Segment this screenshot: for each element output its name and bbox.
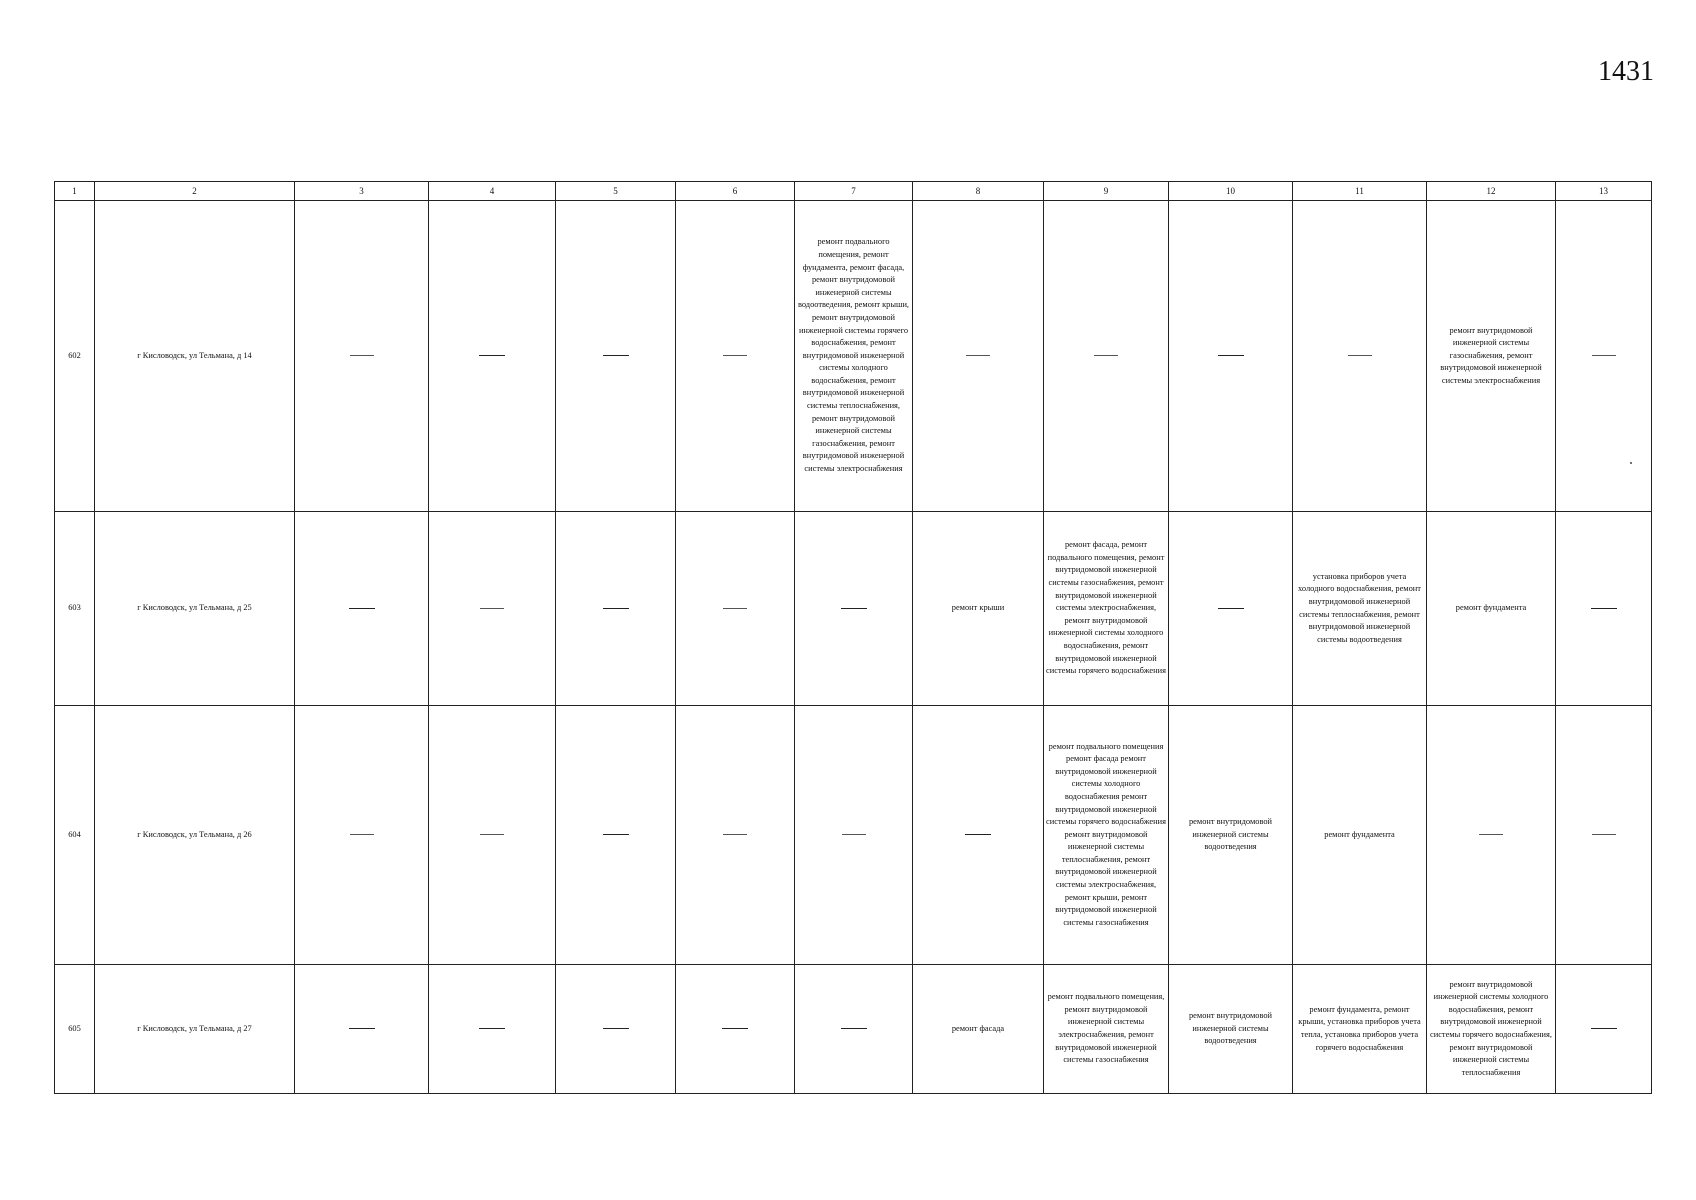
works-cell: ремонт фасада, ремонт подвального помещения, ремонт внутридомовой инженерной системы газоснабжения, ремонт внутридомовой инженерной системы электроснабжения, ремонт внутридомовой инженерной системы холодного водоснабжения, ремонт внутридомовой инженерной системы горячего водоснабжения <box>1044 512 1169 706</box>
page-number: 1431 <box>1598 56 1654 87</box>
dash-mark <box>723 608 747 609</box>
works-cell: ремонт внутридомовой инженерной системы водоотведения <box>1169 965 1293 1094</box>
dash-mark <box>966 355 990 356</box>
column-number: 11 <box>1293 182 1427 201</box>
column-number: 3 <box>295 182 429 201</box>
dash-mark <box>480 834 504 835</box>
dash-mark <box>1094 355 1118 356</box>
row-number: 602 <box>55 201 95 512</box>
works-cell: ремонт фасада <box>913 965 1044 1094</box>
works-cell: ремонт фундамента <box>1427 512 1556 706</box>
works-cell: ремонт подвального помещения, ремонт фундамента, ремонт фасада, ремонт внутридомовой инженерной системы водоотведения, ремонт крыши, ремонт внутридомовой инженерной системы горячего водоснабжения, ремонт внутридомовой инженерной системы холодного водоснабжения, ремонт внутридомовой инженерной системы теплоснабжения, ремонт внутридомовой инженерной системы газоснабжения, ремонт внутридомовой инженерной системы электроснабжения <box>795 201 913 512</box>
dash-mark <box>1218 608 1244 609</box>
dash-mark <box>722 1028 748 1029</box>
empty-cell <box>429 965 556 1094</box>
dash-mark <box>1592 834 1616 835</box>
table-row <box>55 201 1652 512</box>
dash-mark <box>842 834 866 835</box>
column-number: 2 <box>95 182 295 201</box>
empty-cell <box>556 965 676 1094</box>
works-cell: ремонт фундамента, ремонт крыши, установка приборов учета тепла, установка приборов учета горячего водоснабжения <box>1293 965 1427 1094</box>
dash-mark <box>723 355 747 356</box>
column-number: 1 <box>55 182 95 201</box>
row-number: 604 <box>55 706 95 965</box>
empty-cell <box>1169 512 1293 706</box>
empty-cell <box>295 512 429 706</box>
column-number: 9 <box>1044 182 1169 201</box>
dash-mark <box>603 608 629 609</box>
dash-mark <box>965 834 991 835</box>
empty-cell <box>676 706 795 965</box>
empty-cell <box>1556 706 1652 965</box>
empty-cell <box>295 965 429 1094</box>
works-cell: ремонт внутридомовой инженерной системы газоснабжения, ремонт внутридомовой инженерной системы электроснабжения <box>1427 201 1556 512</box>
dash-mark <box>1591 1028 1617 1029</box>
table-row <box>55 965 1652 1094</box>
dash-mark <box>603 1028 629 1029</box>
empty-cell <box>1044 201 1169 512</box>
row-number: 603 <box>55 512 95 706</box>
address-cell: г Кисловодск, ул Тельмана, д 25 <box>95 512 295 706</box>
column-number: 7 <box>795 182 913 201</box>
dash-mark <box>1348 355 1372 356</box>
empty-cell <box>676 512 795 706</box>
column-number: 8 <box>913 182 1044 201</box>
empty-cell <box>295 706 429 965</box>
dash-mark <box>480 608 504 609</box>
works-cell: ремонт внутридомовой инженерной системы холодного водоснабжения, ремонт внутридомовой инженерной системы горячего водоснабжения, ремонт внутридомовой инженерной системы теплоснабжения <box>1427 965 1556 1094</box>
column-number: 5 <box>556 182 676 201</box>
dash-mark <box>603 355 629 356</box>
scan-speck <box>1630 462 1632 464</box>
empty-cell <box>429 512 556 706</box>
works-cell: ремонт крыши <box>913 512 1044 706</box>
dash-mark <box>1592 355 1616 356</box>
empty-cell <box>795 706 913 965</box>
empty-cell <box>913 201 1044 512</box>
works-cell: установка приборов учета холодного водоснабжения, ремонт внутридомовой инженерной системы теплоснабжения, ремонт внутридомовой инженерной системы водоотведения <box>1293 512 1427 706</box>
works-cell: ремонт подвального помещения ремонт фасада ремонт внутридомовой инженерной системы холодного водоснабжения ремонт внутридомовой инженерной системы горячего водоснабжения ремонт внутридомовой инженерной системы теплоснабжения, ремонт внутридомовой инженерной системы электроснабжения, ремонт крыши, ремонт внутридомовой инженерной системы газоснабжения <box>1044 706 1169 965</box>
repair-schedule-table <box>54 181 1652 1094</box>
empty-cell <box>1427 706 1556 965</box>
dash-mark <box>349 1028 375 1029</box>
dash-mark <box>603 834 629 835</box>
empty-cell <box>1556 201 1652 512</box>
empty-cell <box>1169 201 1293 512</box>
address-cell: г Кисловодск, ул Тельмана, д 27 <box>95 965 295 1094</box>
dash-mark <box>723 834 747 835</box>
works-cell: ремонт внутридомовой инженерной системы водоотведения <box>1169 706 1293 965</box>
empty-cell <box>295 201 429 512</box>
column-number: 6 <box>676 182 795 201</box>
empty-cell <box>676 965 795 1094</box>
empty-cell <box>913 706 1044 965</box>
empty-cell <box>795 965 913 1094</box>
dash-mark <box>479 1028 505 1029</box>
works-cell: ремонт фундамента <box>1293 706 1427 965</box>
row-number: 605 <box>55 965 95 1094</box>
empty-cell <box>556 201 676 512</box>
dash-mark <box>349 608 375 609</box>
dash-mark <box>841 608 867 609</box>
dash-mark <box>350 834 374 835</box>
dash-mark <box>350 355 374 356</box>
empty-cell <box>1293 201 1427 512</box>
empty-cell <box>429 201 556 512</box>
dash-mark <box>1218 355 1244 356</box>
empty-cell <box>556 706 676 965</box>
dash-mark <box>479 355 505 356</box>
table-row <box>55 706 1652 965</box>
dash-mark <box>841 1028 867 1029</box>
column-number-row <box>55 182 1652 201</box>
empty-cell <box>1556 512 1652 706</box>
column-number: 10 <box>1169 182 1293 201</box>
column-number: 12 <box>1427 182 1556 201</box>
dash-mark <box>1591 608 1617 609</box>
empty-cell <box>1556 965 1652 1094</box>
empty-cell <box>795 512 913 706</box>
address-cell: г Кисловодск, ул Тельмана, д 26 <box>95 706 295 965</box>
address-cell: г Кисловодск, ул Тельмана, д 14 <box>95 201 295 512</box>
works-cell: ремонт подвального помещения, ремонт внутридомовой инженерной системы электроснабжения, ремонт внутридомовой инженерной системы газоснабжения <box>1044 965 1169 1094</box>
empty-cell <box>676 201 795 512</box>
empty-cell <box>556 512 676 706</box>
empty-cell <box>429 706 556 965</box>
column-number: 13 <box>1556 182 1652 201</box>
dash-mark <box>1479 834 1503 835</box>
column-number: 4 <box>429 182 556 201</box>
table-row <box>55 512 1652 706</box>
